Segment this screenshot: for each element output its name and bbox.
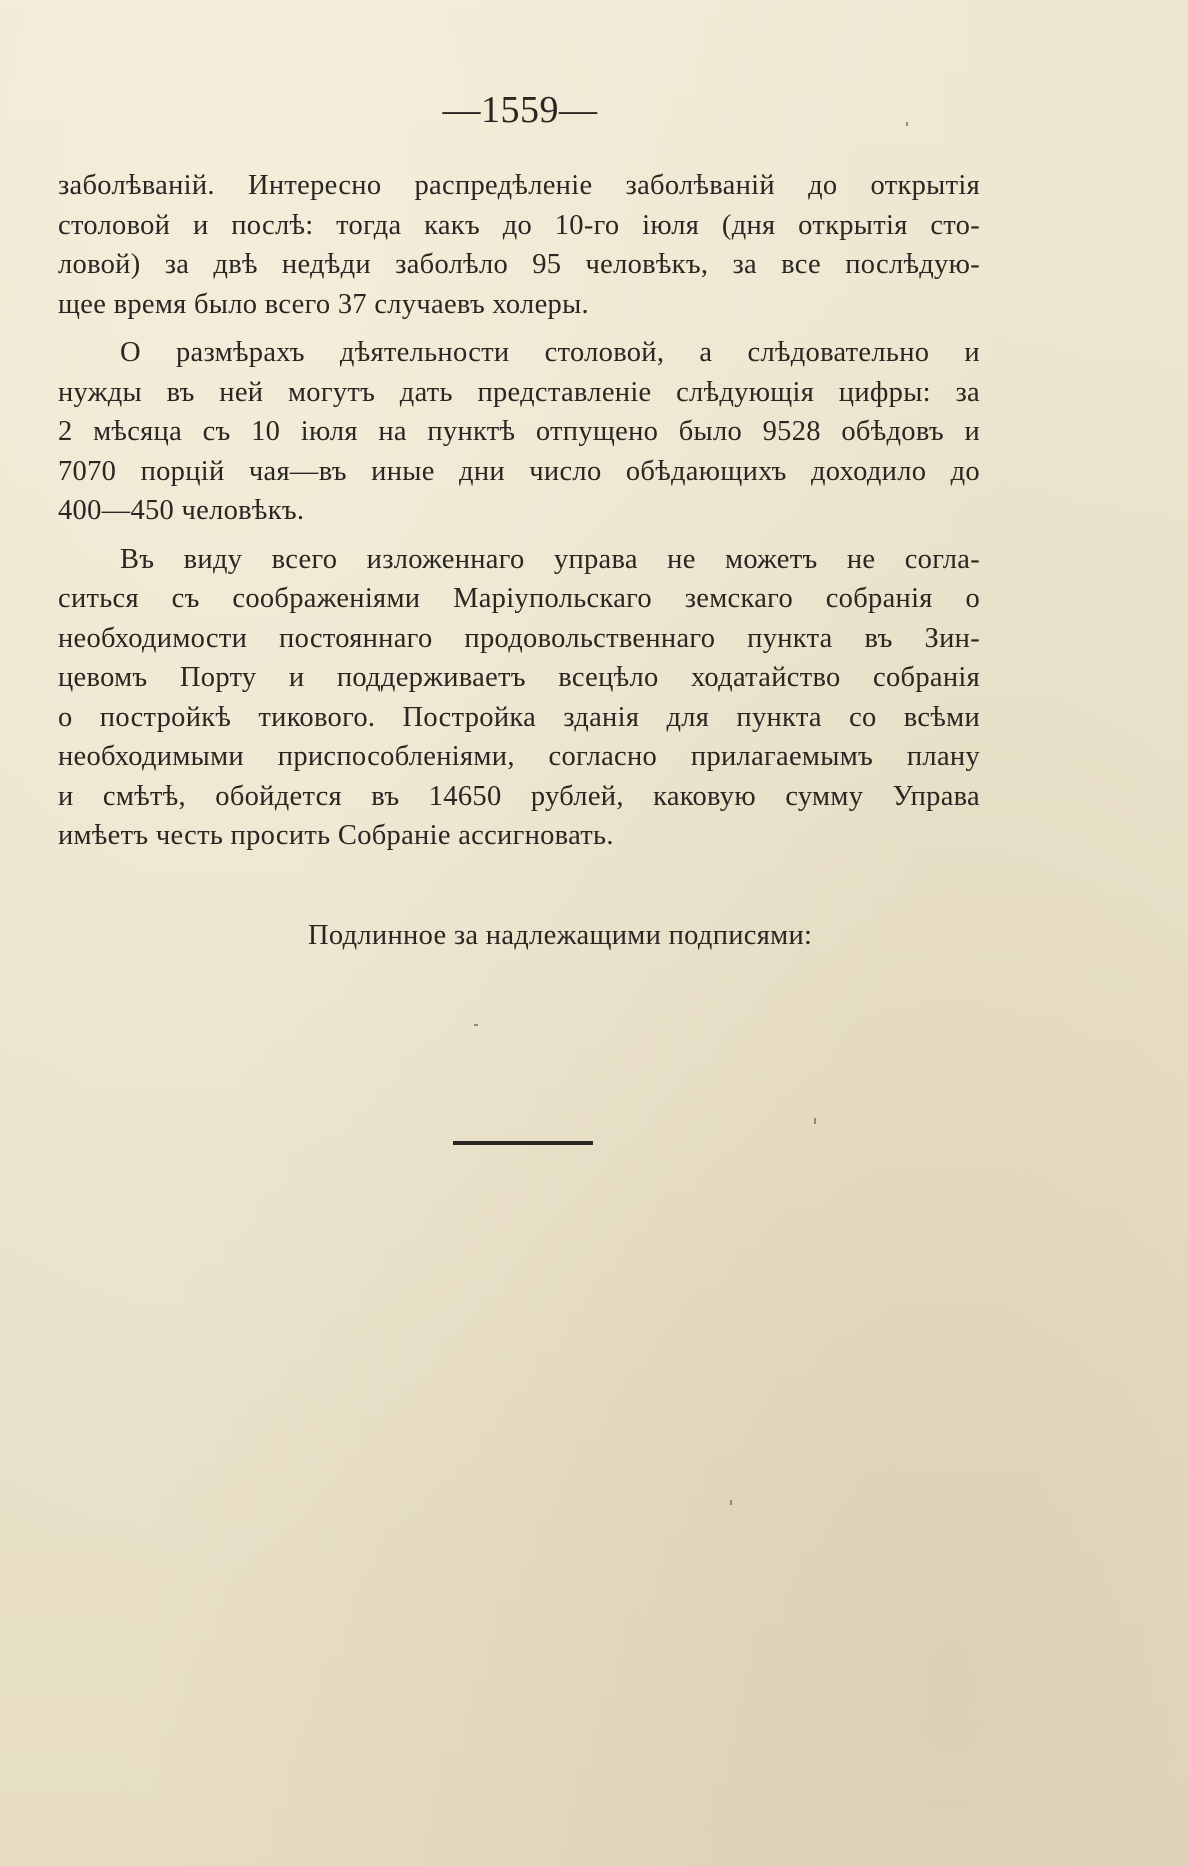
text-line: О размѣрахъ дѣятельности столовой, а слѣдовательно и bbox=[120, 337, 980, 368]
text-line: 2 мѣсяца съ 10 іюля на пунктѣ отпущено было 9528 обѣдовъ и bbox=[58, 416, 980, 447]
text-line: необходимости постояннаго продовольственнаго пункта въ Зин- bbox=[58, 622, 980, 654]
paper-speck bbox=[474, 1024, 478, 1026]
paper-speck bbox=[814, 1118, 816, 1124]
text-line: Въ виду всего изложеннаго управа не можетъ не согла- bbox=[120, 543, 980, 575]
text-line: щее время было всего 37 случаевъ холеры. bbox=[58, 288, 589, 320]
text-line: и смѣтѣ, обойдется въ 14650 рублей, каковую сумму Управа bbox=[58, 780, 980, 812]
signature-note: Подлинное за надлежащими подписями: bbox=[308, 920, 813, 951]
paragraph bbox=[58, 540, 980, 856]
text-line: о постройкѣ тикового. Постройка зданія для пункта со всѣми bbox=[58, 701, 980, 733]
closing-rule bbox=[453, 1141, 593, 1145]
text-line: цевомъ Порту и поддерживаетъ всецѣло ходатайство собранія bbox=[58, 662, 980, 693]
text-line: ловой) за двѣ недѣди заболѣло 95 человѣкъ, за все послѣдую- bbox=[58, 249, 980, 280]
text-line: 400—450 человѣкъ. bbox=[58, 495, 305, 526]
paper-speck bbox=[906, 122, 908, 126]
text-line: нужды въ ней могутъ дать представленіе слѣдующія цифры: за bbox=[58, 376, 980, 408]
text-line: имѣетъ честь просить Собраніе ассигновать. bbox=[58, 820, 614, 851]
paragraph bbox=[58, 166, 980, 324]
page-number: —1559— bbox=[442, 89, 598, 131]
paper-speck bbox=[730, 1500, 732, 1505]
text-line: столовой и послѣ: тогда какъ до 10-го іюля (дня открытія сто- bbox=[58, 209, 980, 241]
text-line: необходимыми приспособленіями, согласно прилагаемымъ плану bbox=[58, 741, 980, 772]
paragraph bbox=[58, 333, 980, 531]
text-line: 7070 порцій чая—въ иные дни число обѣдающихъ доходило до bbox=[58, 455, 980, 487]
text-line: ситься съ соображеніями Маріупольскаго земскаго собранія о bbox=[58, 583, 980, 614]
body-text bbox=[58, 166, 980, 865]
text-line: заболѣваній. Интересно распредѣленіе заболѣваній до открытія bbox=[58, 170, 980, 201]
